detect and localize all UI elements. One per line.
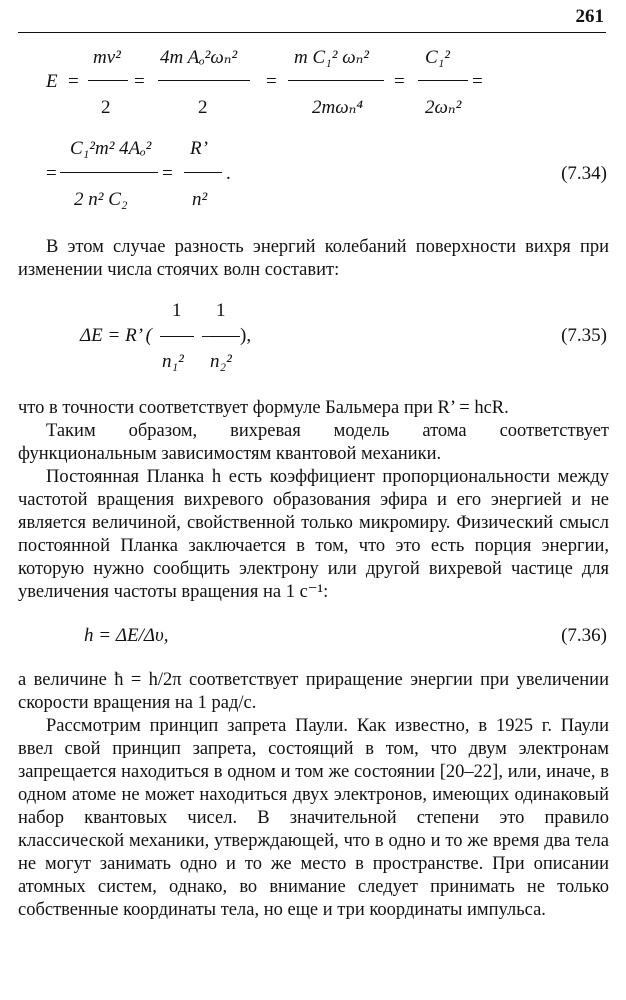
- fraction-denominator: n²: [192, 189, 208, 210]
- paragraph-text: В этом случае разность энергий колебаний поверхности вихря при изменении числа стоячих волн составит:: [18, 237, 609, 280]
- paragraph-text: Постоянная Планка h есть коэффициент пропорциональности между частотой вращения вихревого образования эфира и его энергией и не является величиной, свойственной только микромиру. Физический смысл постоянной Планка заключается в том, что это есть порция энергии, которую нужно сообщить электрону или другой вихревой частице для увеличения частоты вращения на 1 с⁻¹:: [18, 467, 609, 602]
- fraction-bar: [210, 336, 240, 337]
- eq-sign: =: [46, 163, 57, 184]
- equation-number: (7.36): [561, 625, 607, 646]
- fraction-denominator: 2: [198, 97, 208, 118]
- eq-sign: =: [134, 71, 145, 92]
- eq-expression: h = ΔE/Δυ,: [84, 625, 169, 646]
- paragraph-text: что в точности соответствует формуле Бальмера при R’ = hcR.: [18, 398, 509, 418]
- fraction-numerator: m C₁² ωₙ²: [294, 47, 370, 68]
- equation-number: (7.34): [561, 163, 607, 184]
- paragraph-text: Рассмотрим принцип запрета Паули. Как известно, в 1925 г. Паули ввел свой принцип запрета, состоящий в том, что двум электронам запрещается находиться в одном и том же состоянии [20–22], или, иначе, в одном атоме не может находиться двух электронов, имеющих одинаковый набор квантовых чисел. В значительной степени это правило классической механики, утверждающей, что в одно и то же время два тела не могут занимать одно и то же место в пространстве. При описании атомных систем, однако, во внимание следует принимать не только собственные координаты тела, но еще и три координаты импульса.: [18, 716, 609, 920]
- fraction-bar: [160, 336, 194, 337]
- fraction-bar: [88, 80, 128, 81]
- fraction-denominator: 2 n² C₂: [74, 189, 128, 210]
- eq-sign: =: [162, 163, 173, 184]
- page-number: 261: [575, 6, 604, 27]
- fraction-numerator: 4m Aₒ²ωₙ²: [160, 47, 238, 68]
- eq-sign: =: [472, 71, 483, 92]
- eq-lhs: ΔE = R’ (: [80, 325, 152, 346]
- eq-sign: =: [68, 71, 79, 92]
- eq-lhs-symbol: E: [46, 71, 58, 92]
- paragraph-text: а величине ħ = h/2π соответствует приращение энергии при увеличении скорости вращения на 1 рад/с.: [18, 670, 609, 713]
- fraction-numerator: R’: [190, 138, 208, 159]
- paragraph: [18, 236, 609, 282]
- fraction-numerator: C₁²m² 4Aₒ²: [70, 138, 152, 159]
- eq-period: .: [226, 163, 231, 184]
- eq-rhs: ),: [240, 325, 252, 346]
- fraction-bar: [60, 172, 158, 173]
- fraction-numerator: 1: [172, 300, 182, 321]
- fraction-bar: [288, 80, 384, 81]
- fraction-bar: [418, 80, 468, 81]
- paragraph-group: [18, 669, 609, 922]
- fraction-numerator: 1: [216, 300, 226, 321]
- fraction-denominator: n₁²: [162, 351, 184, 372]
- fraction-bar: [158, 80, 250, 81]
- fraction-denominator: 2: [101, 97, 111, 118]
- paragraph-group: [18, 397, 609, 604]
- fraction-numerator: mv²: [93, 47, 121, 68]
- fraction-denominator: n₂²: [210, 351, 232, 372]
- equation-number: (7.35): [561, 325, 607, 346]
- paragraph-text: Таким образом, вихревая модель атома соответствует функциональным зависимостям квантовой механики.: [18, 421, 609, 464]
- fraction-numerator: C₁²: [425, 47, 450, 68]
- minus-sign: –: [202, 325, 212, 346]
- eq-sign: =: [394, 71, 405, 92]
- fraction-denominator: 2mωₙ⁴: [312, 97, 363, 118]
- eq-sign: =: [266, 71, 277, 92]
- fraction-denominator: 2ωₙ²: [425, 97, 462, 118]
- header-rule: [18, 32, 606, 33]
- fraction-bar: [184, 172, 222, 173]
